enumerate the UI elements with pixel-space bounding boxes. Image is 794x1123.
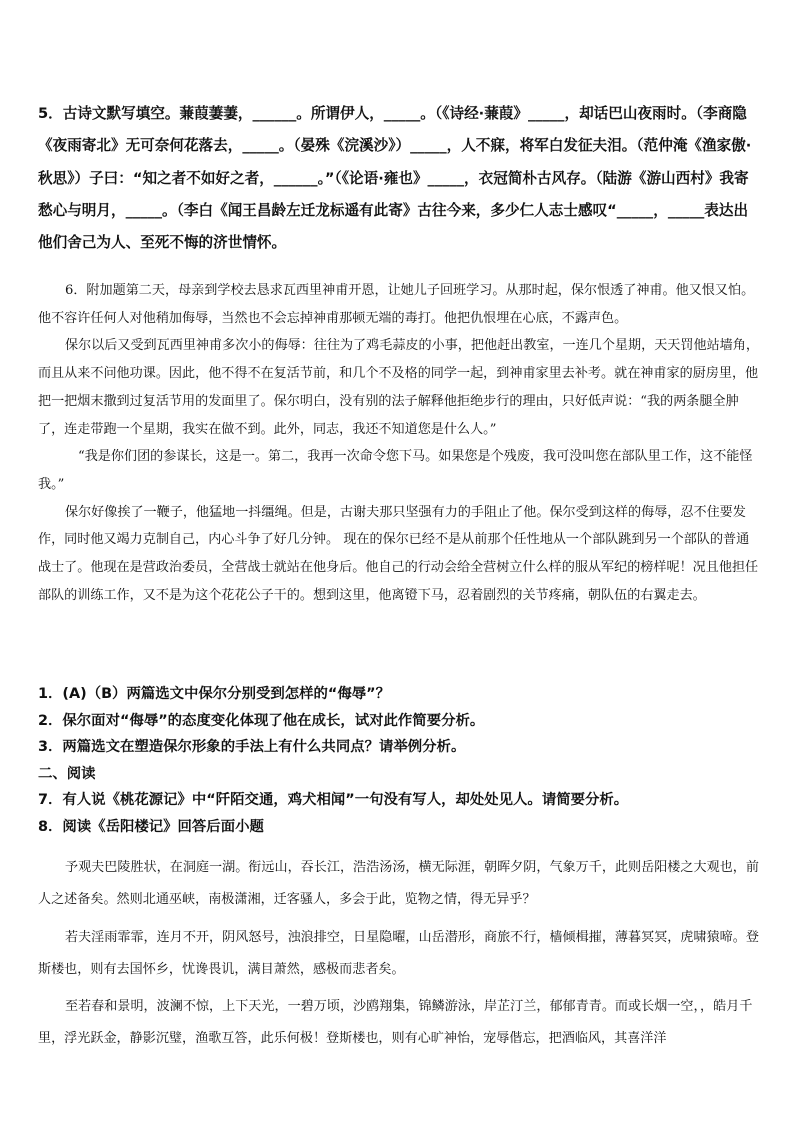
section-heading: 二、阅读 (38, 765, 96, 782)
passage-paragraph: “我是你们团的参谋长，这是一。第二，我再一次命令您下马。如果您是个残废，我可没叫您在部队里工作，这不能怪我。” (38, 449, 753, 492)
classical-paragraph: 至若春和景明，波澜不惊，上下天光，一碧万顷，沙鸥翔集，锦鳞游泳，岸芷汀兰，郁郁青青。而或长烟一空，，皓月千里，浮光跃金，静影沉璧，渔歌互答，此乐何极！登斯楼也，则有心旷神怡，宠辱偕忘，把酒临风，其喜洋洋 (38, 999, 753, 1047)
question-item: 3．两篇选文在塑造保尔形象的手法上有什么共同点？请举例分析。 (38, 739, 466, 755)
question-item: 1．(A)（B）两篇选文中保尔分别受到怎样的“侮辱”？ (38, 686, 391, 702)
question-item: 2．保尔面对“侮辱”的态度变化体现了他在成长，试对此作简要分析。 (38, 712, 485, 729)
question-item: 8．阅读《岳阳楼记》回答后面小题 (38, 818, 264, 835)
question-5-poetry-fill-in (38, 98, 760, 259)
question-list (38, 681, 760, 840)
question-item: 7．有人说《桃花源记》中“阡陌交通，鸡犬相闻”一句没有写人，却处处见人。请简要分析。 (38, 792, 629, 808)
question-6-reading-passage (38, 277, 760, 609)
passage-paragraph: 保尔以后又受到瓦西里神甫多次小的侮辱：往往为了鸡毛蒜皮的小事，把他赶出教室，一连几个星期，天天罚他站墙角，而且从来不问他功课。因此，他不得不在复活节前，和几个不及格的同学一起，到神甫家里去补考。就在神甫家的厨房里，他把一把烟末撒到过复活节用的发面里了。保尔明白，没有别的法子解释他拒绝步行的理由，只好低声说：“我的两条腿全肿 了，连走带跑一个星期，我实在做不到。此外，同志，我还不知道您是什么人。” (38, 338, 759, 437)
classical-paragraph: 予观夫巴陵胜状，在洞庭一湖。衔远山，吞长江，浩浩汤汤，横无际涯，朝晖夕阴，气象万千，此则岳阳楼之大观也，前人之述备矣。然则北通巫峡，南极潇湘，迁客骚人，多会于此，览物之情，得无异乎？ (38, 860, 759, 908)
question-5-text: 5．古诗文默写填空。蒹葭萋萋，______。所谓伊人，_____。（《诗经·蒹葭》_____，却话巴山夜雨时。（李商隐《夜雨寄北》无可奈何花落去，_____。（晏殊《浣溪沙》）_____，人不寐，将军白发征夫泪。（范仲淹《渔家傲·秋思》）子曰：“知之者不如好之者，______。”（《论语·雍也》_____，衣冠简朴古风存。（陆游《游山西村》我寄愁心与明月，_____。（李白《闻王昌龄左迁龙标遥有此寄》古往今来，多少仁人志士感叹“_____，_____表达出他们舍己为人、至死不悔的济世情怀。 (38, 105, 752, 252)
classical-paragraph: 若夫淫雨霏霏，连月不开，阴风怒号，浊浪排空，日星隐曜，山岳潜形，商旅不行，樯倾楫摧，薄暮冥冥，虎啸猿啼。登斯楼也，则有去国怀乡，忧谗畏讥，满目萧然，感极而悲者矣。 (38, 929, 759, 977)
passage-paragraph: 保尔好像挨了一鞭子，他猛地一抖缰绳。但是，古谢夫那只坚强有力的手阻止了他。保尔受到这样的侮辱，忍不住要发作，同时他又竭力克制自己，内心斗争了好几分钟。 现在的保尔已经不是从前那个任性地从一个部队跳到另一个部队的普通战士了。他现在是营政治委员，全营战士就站在他身后。他自己的行动会给全营树立什么样的服从军纪的榜样呢！况且他担任部队的训练工作，又不是为这个花花公子干的。想到这里，他离镫下马，忍着剧烈的关节疼痛，朝队伍的右翼走去。 (38, 504, 759, 603)
passage-paragraph: 6．附加题第二天，母亲到学校去恳求瓦西里神甫开恩，让她儿子回班学习。从那时起，保尔恨透了神甫。他又恨又怕。他不容许任何人对他稍加侮辱，当然也不会忘掉神甫那顿无端的毒打。他把仇恨埋在心底，不露声色。 (38, 283, 755, 326)
question-8-classical-text (38, 852, 760, 1056)
